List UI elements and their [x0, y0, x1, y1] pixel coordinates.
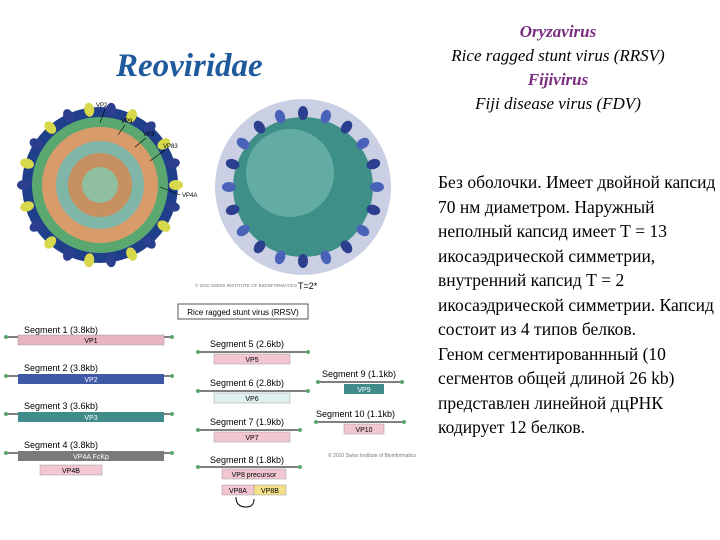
protein-label: VP1 [84, 338, 98, 345]
taxonomy-block [440, 20, 676, 116]
label-vp2: VP2 [96, 103, 108, 109]
protein-label: VP8B [261, 488, 279, 495]
segment-end [298, 428, 302, 432]
protein-label: VP6 [245, 396, 259, 403]
capsid-spike [370, 182, 384, 192]
segment-label: Segment 1 (3.8kb) [24, 325, 99, 335]
segment-label: Segment 9 (1.1kb) [322, 369, 397, 379]
protein-label: VP3 [84, 415, 98, 422]
label-vp4a: VP4A [182, 193, 198, 199]
capsid-spike [169, 180, 183, 190]
description-block [438, 170, 720, 440]
segment-end [306, 350, 310, 354]
segment-end [400, 380, 404, 384]
credit-bottom: © 2010 Swiss Institute of Bioinformatics [328, 453, 416, 459]
genus-oryzavirus: Oryzavirus [519, 22, 597, 41]
protein-label: VP2 [84, 377, 98, 384]
protein-label: VP10 [355, 427, 373, 434]
segment-end [196, 350, 200, 354]
segments-right [314, 369, 416, 459]
protein-label: VP8A [229, 488, 247, 495]
credit-small: © 2010 SWISS INSTITUTE OF BIOINFORMATICS [195, 283, 297, 288]
protein-label: VP4B [62, 468, 80, 475]
segment-end [314, 420, 318, 424]
genome-description: Геном сегментированнный (10 сегментов общей длиной 26 kb) представлен линейной дцРНК кодирует 12 белков. [438, 343, 675, 437]
rrsv-figure [0, 95, 430, 510]
segment-end [316, 380, 320, 384]
segment-label: Segment 2 (3.8kb) [24, 363, 99, 373]
rrsv-figure-svg [0, 95, 430, 510]
virion-surface-highlight [246, 129, 334, 217]
t-number-label: T=2* [298, 281, 318, 291]
segment-end [4, 412, 8, 416]
segment-end [170, 374, 174, 378]
segment-label: Segment 10 (1.1kb) [316, 409, 396, 419]
segments-left [4, 325, 174, 475]
capsid-spike [222, 182, 236, 192]
segment-end [196, 465, 200, 469]
figure-caption: Rice ragged stunt virus (RRSV) [187, 308, 299, 317]
virion-cross-section [17, 102, 183, 268]
virus-rrsv: Rice ragged stunt virus (RRSV) [451, 46, 665, 65]
capsid-spike [298, 254, 308, 268]
protein-label: VP4A FcKp [73, 454, 109, 461]
protein-label: VP9 [357, 387, 371, 394]
segment-label: Segment 8 (1.8kb) [210, 455, 285, 465]
label-vp3: VP3 [143, 132, 155, 138]
segment-end [196, 389, 200, 393]
segment-end [170, 335, 174, 339]
segment-end [298, 465, 302, 469]
segment-end [170, 412, 174, 416]
segment-end [402, 420, 406, 424]
capsid-description: Без оболочки. Имеет двойной капсид 70 нм диаметром. Наружный неполный капсид имеет Т = 13 икосаэдрической симметрии, внутренний капсид Т = 2 икосаэдрической симметрии. Капсид состоит из 4 типов белков. [438, 172, 716, 339]
segment-end [306, 389, 310, 393]
label-vp9: VP9 [121, 119, 133, 125]
protein-label: VP8 precursor [231, 472, 277, 479]
slide-title: Reoviridae [116, 48, 263, 84]
protein-label: VP5 [245, 357, 259, 364]
genus-fijivirus: Fijivirus [527, 70, 589, 89]
segment-label: Segment 4 (3.8kb) [24, 440, 99, 450]
label-vp83: VP83 [163, 144, 178, 150]
capsid-spike [298, 106, 308, 120]
cleavage-arrow [236, 497, 254, 507]
segment-label: Segment 7 (1.9kb) [210, 417, 285, 427]
virus-fdv: Fiji disease virus (FDV) [475, 94, 641, 113]
segment-end [170, 451, 174, 455]
segments-middle [196, 339, 310, 507]
segment-end [196, 428, 200, 432]
segment-label: Segment 6 (2.8kb) [210, 378, 285, 388]
virion-center [82, 167, 118, 203]
capsid-spike [17, 180, 31, 190]
segment-label: Segment 3 (3.6kb) [24, 401, 99, 411]
segment-end [4, 374, 8, 378]
segment-label: Segment 5 (2.6kb) [210, 339, 285, 349]
segment-end [4, 335, 8, 339]
protein-label: VP7 [245, 435, 259, 442]
virion-surface-view [215, 99, 391, 275]
segment-end [4, 451, 8, 455]
